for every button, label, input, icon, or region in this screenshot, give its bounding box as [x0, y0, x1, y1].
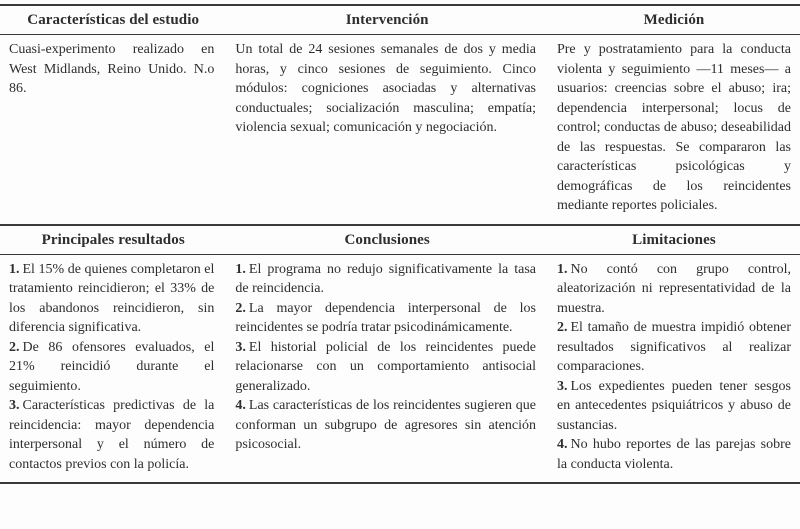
header-row-study [0, 6, 800, 35]
body-row-study [0, 35, 800, 224]
cell-resultados [0, 255, 226, 483]
item-number: 4. [235, 398, 246, 413]
item-number: 1. [235, 261, 246, 277]
measurement-description: Pre y postratamiento para la conducta violenta y seguimiento —11 meses— a usuarios: creencias sobre el abuso; ira; dependencia interpersonal; locus de control; conductas de abuso; deseabilidad de las respuestas. Se compararon las características psicológicas y demográficas de los reincidentes mediante reportes policiales. [556, 42, 791, 213]
result-item [9, 260, 214, 338]
intervention-description: Un total de 24 sesiones semanales de dos y media horas, y cinco sesiones de seguimiento. Cinco módulos: cogniciones asociadas y alternativas conductuales; socialización masculina; empatía; violencia sexual; comunicación y negociación. [235, 42, 536, 135]
item-text: Características predictivas de la reincidencia: mayor dependencia interpersonal y el número de contactos previos con la policía. [9, 398, 215, 472]
item-text: Los expedientes pueden tener sesgos en antecedentes psiquiátricos y abuso de sustancias. [556, 378, 791, 433]
item-number: 1. [556, 261, 568, 277]
limitation-item [557, 377, 791, 436]
column-header-medicion: Medición [643, 12, 705, 28]
limitation-item [557, 260, 791, 319]
item-number: 1. [9, 261, 20, 277]
body-row-outcomes [0, 255, 800, 483]
table-section-study [0, 6, 800, 226]
column-header-limitaciones: Limitaciones [632, 231, 716, 248]
cell-caracteristicas [0, 35, 226, 224]
result-item [9, 338, 214, 397]
item-number: 3. [556, 378, 568, 394]
cell-limitaciones [548, 255, 800, 483]
result-item [9, 396, 214, 474]
cell-intervencion [226, 35, 548, 224]
conclusion-item [235, 260, 536, 299]
item-text: De 86 ofensores evaluados, el 21% reincidió durante el seguimiento. [9, 339, 215, 394]
item-text: El historial policial de los reincidentes puede relacionarse con un comportamiento antisocial generalizado. [235, 339, 536, 394]
conclusion-item [235, 396, 536, 455]
limitation-item [557, 318, 791, 377]
study-description: Cuasi-experimento realizado en West Midlands, Reino Unido. N.o 86. [9, 42, 215, 96]
item-number: 3. [235, 339, 246, 355]
item-number: 4. [556, 437, 568, 452]
column-header-resultados: Principales resultados [41, 231, 185, 248]
cell-medicion [548, 35, 800, 224]
item-text: No hubo reportes de las parejas sobre la conducta violenta. [556, 437, 791, 472]
item-number: 2. [556, 320, 568, 335]
table-section-outcomes [0, 226, 800, 483]
item-text: No contó con grupo control, aleatorización ni representatividad de la muestra. [556, 261, 791, 316]
study-summary-table [0, 4, 800, 484]
cell-conclusiones [226, 255, 548, 483]
conclusion-item [235, 338, 536, 397]
column-header-caracteristicas: Características del estudio [27, 12, 200, 28]
limitation-item [557, 435, 791, 474]
conclusion-item [235, 299, 536, 338]
item-text: El tamaño de muestra impidió obtener resultados significativos al realizar comparaciones. [556, 320, 791, 374]
item-number: 2. [9, 339, 20, 355]
item-text: Las características de los reincidentes sugieren que conforman un subgrupo de agresores sin atención psicosocial. [235, 398, 536, 452]
column-header-intervencion: Intervención [345, 12, 429, 28]
item-text: La mayor dependencia interpersonal de los reincidentes se podría tratar psicodinámicamente. [235, 300, 536, 335]
column-header-conclusiones: Conclusiones [344, 231, 430, 248]
item-text: El programa no redujo significativamente la tasa de reincidencia. [235, 261, 536, 296]
item-number: 3. [9, 398, 20, 413]
header-row-outcomes [0, 226, 800, 255]
item-number: 2. [235, 300, 246, 316]
item-text: El 15% de quienes completaron el tratamiento reincidieron; el 33% de los abandonos reincidieron, sin diferencia significativa. [9, 261, 215, 335]
